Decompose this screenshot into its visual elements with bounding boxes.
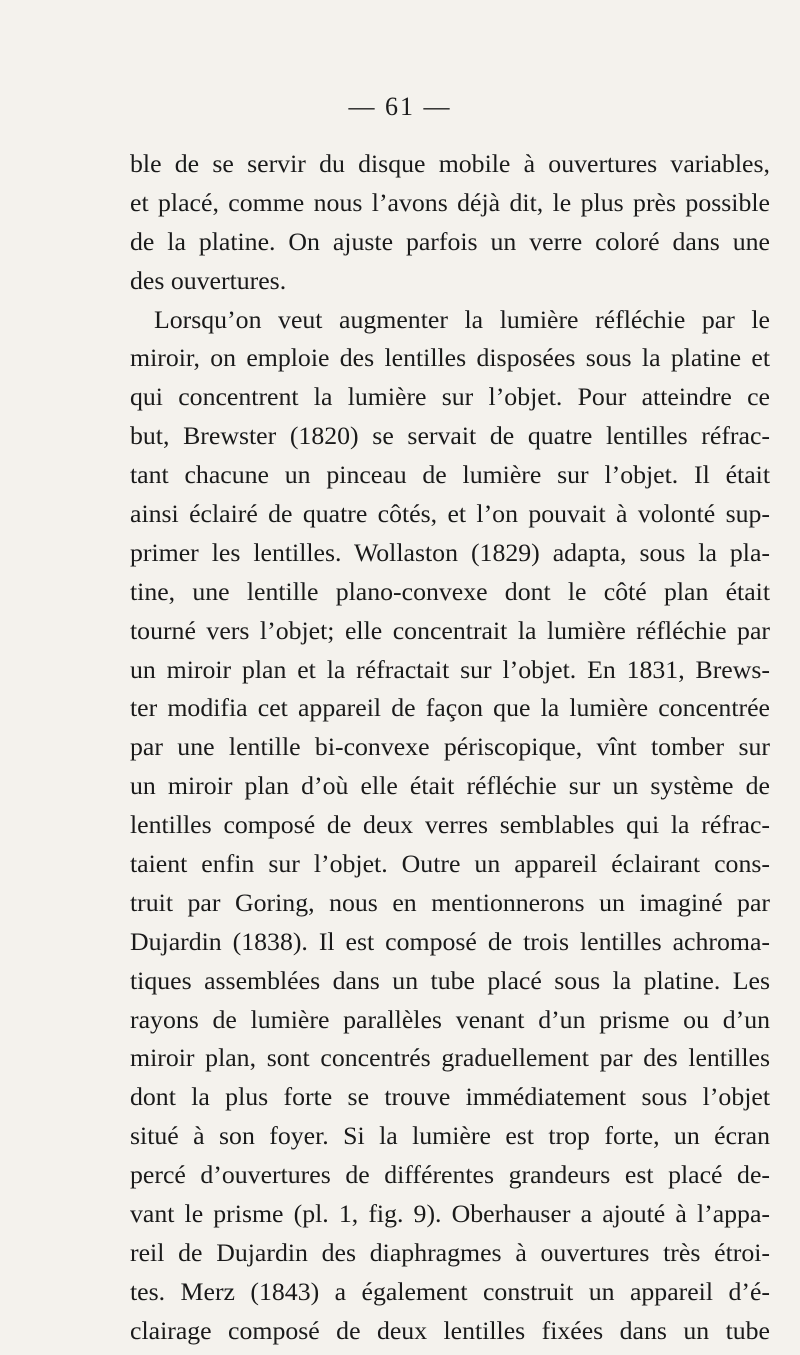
text-line: Lorsqu’on veut augmenter la lumière réfléchie par le: [154, 304, 770, 334]
text-line: et placé, comme nous l’avons déjà dit, le plus près possible: [130, 187, 770, 217]
text-line: Dujardin (1838). Il est composé de trois lentilles achroma-: [130, 926, 770, 956]
text-line: reil de Dujardin des diaphragmes à ouvertures très étroi-: [130, 1237, 770, 1267]
text-line: qui concentrent la lumière sur l’objet. Pour atteindre ce: [130, 382, 770, 412]
text-line: dont la plus forte se trouve immédiatement sous l’objet: [130, 1082, 770, 1112]
text-line: tes. Merz (1843) a également construit un appareil d’é-: [130, 1276, 770, 1306]
text-line: primer les lentilles. Wollaston (1829) adapta, sous la pla-: [130, 537, 770, 567]
text-line: percé d’ouvertures de différentes grandeurs est placé de-: [130, 1160, 770, 1190]
text-line: des ouvertures.: [130, 265, 287, 295]
text-line: un miroir plan d’où elle était réfléchie sur un système de: [130, 771, 770, 801]
text-line: ble de se servir du disque mobile à ouvertures variables,: [130, 149, 770, 178]
text-line: clairage composé de deux lentilles fixées dans un tube: [130, 1315, 770, 1345]
page-number: — 61 —: [348, 92, 452, 121]
text-line: situé à son foyer. Si la lumière est trop forte, un écran: [130, 1121, 770, 1151]
text-line: ainsi éclairé de quatre côtés, et l’on pouvait à volonté sup-: [130, 499, 770, 529]
text-line: tourné vers l’objet; elle concentrait la lumière réfléchie par: [130, 615, 770, 645]
text-line: de la platine. On ajuste parfois un verre coloré dans une: [130, 226, 770, 256]
text-line: vant le prisme (pl. 1, fig. 9). Oberhauser a ajouté à l’appa-: [130, 1199, 770, 1229]
text-line: but, Brewster (1820) se servait de quatre lentilles réfrac-: [130, 421, 770, 451]
text-line: taient enfin sur l’objet. Outre un appareil éclairant cons-: [130, 849, 770, 879]
text-line: miroir plan, sont concentrés graduellement par des lentilles: [130, 1043, 770, 1073]
text-line: tant chacune un pinceau de lumière sur l’objet. Il était: [130, 460, 770, 490]
text-line: lentilles composé de deux verres semblables qui la réfrac-: [130, 810, 770, 840]
text-line: un miroir plan et la réfractait sur l’objet. En 1831, Brews-: [130, 654, 770, 684]
text-line: rayons de lumière parallèles venant d’un prisme ou d’un: [130, 1004, 770, 1034]
text-line: par une lentille bi-convexe périscopique, vînt tomber sur: [130, 732, 770, 762]
text-line: ter modifia cet appareil de façon que la lumière concentrée: [130, 693, 770, 723]
body-text: [130, 145, 770, 1351]
text-line: truit par Goring, nous en mentionnerons un imaginé par: [130, 887, 770, 917]
text-line: tine, une lentille plano-convexe dont le côté plan était: [130, 576, 770, 606]
text-line: miroir, on emploie des lentilles disposées sous la platine et: [130, 343, 770, 373]
text-line: tiques assemblées dans un tube placé sous la platine. Les: [130, 965, 770, 995]
